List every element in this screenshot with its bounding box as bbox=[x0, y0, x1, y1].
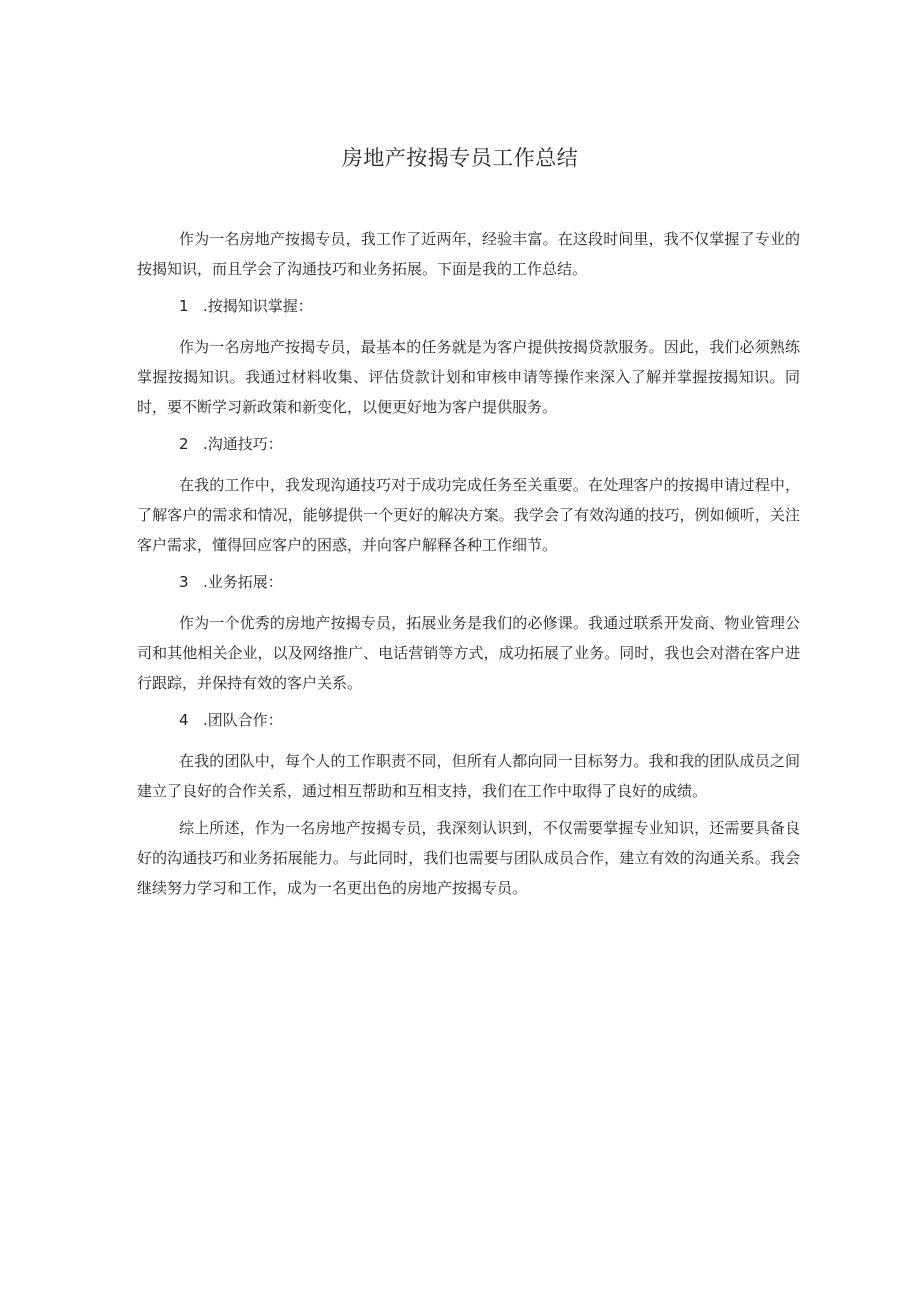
document-title: 房地产按揭专员工作总结 bbox=[341, 146, 579, 170]
section-heading-text: .沟通技巧： bbox=[203, 435, 283, 453]
section-paragraph: 在我的团队中，每个人的工作职责不同，但所有人都向同一目标努力。我和我的团队成员之间建立了良好的合作关系，通过相互帮助和互相支持，我们在工作中取得了良好的成绩。 bbox=[137, 752, 800, 800]
section-number: 3 bbox=[179, 573, 189, 591]
section-heading bbox=[179, 705, 800, 735]
section-heading-text: .业务拓展： bbox=[203, 573, 283, 591]
section-heading bbox=[179, 567, 800, 597]
section-paragraph: 作为一个优秀的房地产按揭专员，拓展业务是我们的必修课。我通过联系开发商、物业管理公司和其他相关企业，以及网络推广、电话营销等方式，成功拓展了业务。同时，我也会对潜在客户进行跟踪，并保持有效的客户关系。 bbox=[137, 614, 800, 692]
section-number: 2 bbox=[179, 435, 189, 453]
section-heading-text: .按揭知识掌握： bbox=[203, 297, 313, 315]
section-heading bbox=[179, 291, 800, 321]
intro-paragraph: 作为一名房地产按揭专员，我工作了近两年，经验丰富。在这段时间里，我不仅掌握了专业的按揭知识，而且学会了沟通技巧和业务拓展。下面是我的工作总结。 bbox=[137, 230, 800, 278]
conclusion-paragraph: 综上所述，作为一名房地产按揭专员，我深刻认识到，不仅需要掌握专业知识，还需要具备良好的沟通技巧和业务拓展能力。与此同时，我们也需要与团队成员合作，建立有效的沟通关系。我会继续努力学习和工作，成为一名更出色的房地产按揭专员。 bbox=[137, 819, 800, 897]
section-paragraph: 作为一名房地产按揭专员，最基本的任务就是为客户提供按揭贷款服务。因此，我们必须熟练掌握按揭知识。我通过材料收集、评估贷款计划和审核申请等操作来深入了解并掌握按揭知识。同时，要不断学习新政策和新变化，以便更好地为客户提供服务。 bbox=[137, 338, 800, 416]
document-body bbox=[137, 224, 800, 903]
section-number: 1 bbox=[179, 297, 189, 315]
section-heading bbox=[179, 429, 800, 459]
section-paragraph: 在我的工作中，我发现沟通技巧对于成功完成任务至关重要。在处理客户的按揭申请过程中，了解客户的需求和情况，能够提供一个更好的解决方案。我学会了有效沟通的技巧，例如倾听，关注客户需求，懂得回应客户的困惑，并向客户解释各种工作细节。 bbox=[137, 476, 800, 554]
section-heading-text: .团队合作： bbox=[203, 711, 283, 729]
section-number: 4 bbox=[179, 711, 189, 729]
